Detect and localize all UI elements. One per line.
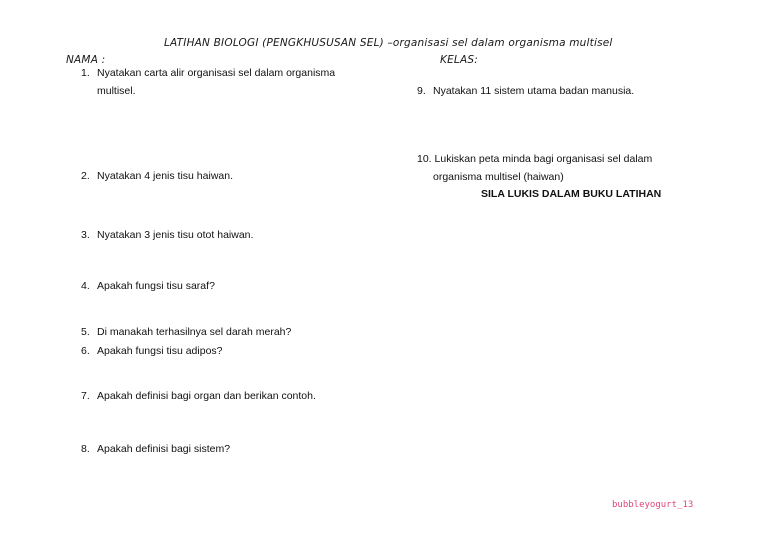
question-6 (81, 345, 223, 357)
question-3-number: 3. (81, 229, 90, 241)
watermark-text: bubbleyogurt_13 (612, 500, 694, 510)
question-1 (81, 67, 335, 79)
question-3 (81, 229, 253, 241)
question-2-text: Nyatakan 4 jenis tisu haiwan. (97, 170, 233, 182)
question-4-text: Apakah fungsi tisu saraf? (97, 280, 215, 292)
question-2-number: 2. (81, 170, 90, 182)
question-8-text: Apakah definisi bagi sistem? (97, 443, 231, 455)
question-1-continuation: multisel. (97, 85, 136, 97)
question-10-text: Lukiskan peta minda bagi organisasi sel dalam (434, 153, 653, 165)
question-10-continuation: organisma multisel (haiwan) (433, 171, 564, 183)
question-8-number: 8. (81, 443, 90, 455)
question-5-number: 5. (81, 326, 90, 338)
question-7 (81, 390, 316, 402)
name-label: NAMA : (66, 54, 106, 66)
drawing-instruction: SILA LUKIS DALAM BUKU LATIHAN (481, 188, 662, 200)
question-2 (81, 170, 233, 182)
question-8 (81, 443, 230, 455)
question-1-number: 1. (81, 67, 90, 79)
question-6-text: Apakah fungsi tisu adipos? (97, 345, 223, 357)
question-4 (81, 280, 215, 292)
class-label: KELAS: (440, 54, 478, 66)
question-9-number: 9. (417, 85, 426, 97)
question-9-text: Nyatakan 11 sistem utama badan manusia. (433, 85, 635, 97)
question-6-number: 6. (81, 345, 90, 357)
question-7-number: 7. (81, 390, 90, 402)
question-1-text: Nyatakan carta alir organisasi sel dalam organisma (97, 67, 336, 79)
question-3-text: Nyatakan 3 jenis tisu otot haiwan. (97, 229, 254, 241)
question-9 (417, 85, 634, 97)
question-4-number: 4. (81, 280, 90, 292)
question-10-number: 10. (417, 153, 432, 165)
worksheet-title: LATIHAN BIOLOGI (PENGKHUSUSAN SEL) –organisasi sel dalam organisma multisel (164, 37, 613, 49)
question-5 (81, 326, 291, 338)
question-7-text: Apakah definisi bagi organ dan berikan contoh. (97, 390, 316, 402)
question-5-text: Di manakah terhasilnya sel darah merah? (97, 326, 292, 338)
question-10 (417, 153, 652, 165)
